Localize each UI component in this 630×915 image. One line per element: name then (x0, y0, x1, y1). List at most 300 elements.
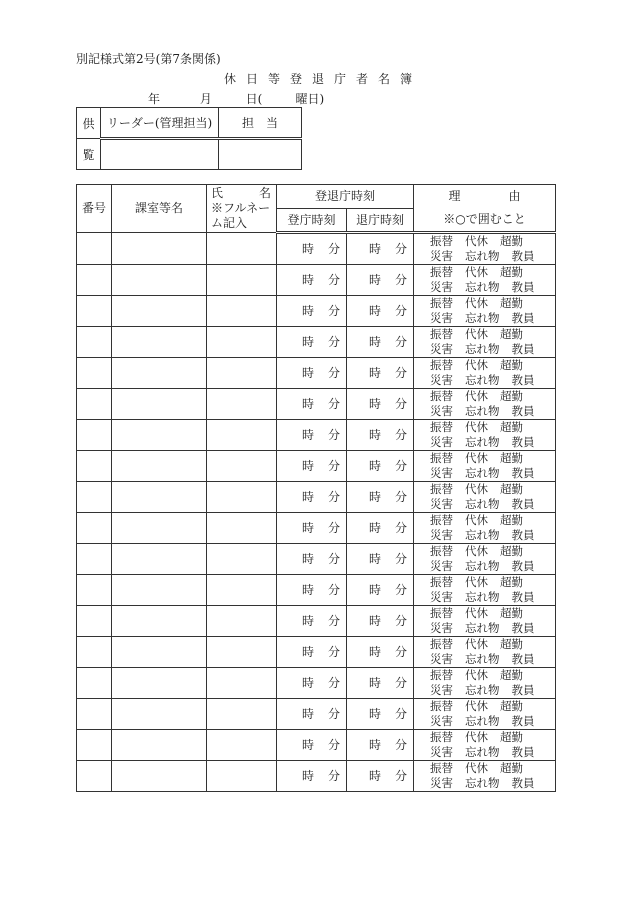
arrival-time-cell[interactable] (277, 265, 347, 296)
reason-option-teacher[interactable]: 教員 (511, 497, 535, 511)
reason-option-forgotten-item[interactable]: 忘れ物 (465, 776, 500, 790)
department-cell[interactable] (112, 699, 207, 730)
reason-cell (414, 327, 556, 358)
reason-option-forgotten-item[interactable]: 忘れ物 (465, 435, 500, 449)
reason-option-disaster[interactable]: 災害 (430, 776, 454, 790)
header-time-group: 登退庁時刻 (277, 185, 414, 209)
reason-cell (414, 544, 556, 575)
reason-option-disaster[interactable]: 災害 (430, 590, 454, 604)
reason-option-transfer[interactable]: 振替 (430, 265, 454, 279)
staff-header: 担 当 (219, 108, 302, 139)
header-departure: 退庁時刻 (347, 209, 414, 233)
minute-label: 分 (395, 768, 408, 783)
header-number: 番号 (77, 185, 112, 233)
hour-label: 時 (368, 241, 381, 256)
department-cell[interactable] (112, 606, 207, 637)
reason-option-disaster[interactable]: 災害 (430, 621, 454, 635)
reason-option-forgotten-item[interactable]: 忘れ物 (465, 249, 500, 263)
reason-option-teacher[interactable]: 教員 (511, 435, 535, 449)
minute-label: 分 (327, 768, 340, 783)
hour-label: 時 (301, 768, 314, 783)
departure-time-cell[interactable] (347, 544, 414, 575)
reason-option-disaster[interactable]: 災害 (430, 745, 454, 759)
reason-option-overtime[interactable]: 超勤 (500, 544, 524, 558)
table-row (77, 730, 556, 761)
reason-option-forgotten-item[interactable]: 忘れ物 (465, 559, 500, 573)
staff-signature-cell[interactable] (219, 139, 302, 170)
reason-option-compensatory[interactable]: 代休 (465, 389, 489, 403)
reason-cell (414, 420, 556, 451)
hour-label: 時 (368, 272, 381, 287)
hour-label: 時 (301, 644, 314, 659)
reason-option-compensatory[interactable]: 代休 (465, 668, 489, 682)
reason-option-disaster[interactable]: 災害 (430, 280, 454, 294)
reason-option-forgotten-item[interactable]: 忘れ物 (465, 714, 500, 728)
number-cell[interactable] (77, 699, 112, 730)
arrival-time-cell[interactable] (277, 358, 347, 389)
reason-option-disaster[interactable]: 災害 (430, 249, 454, 263)
reason-option-forgotten-item[interactable]: 忘れ物 (465, 466, 500, 480)
reason-option-teacher[interactable]: 教員 (511, 280, 535, 294)
department-cell[interactable] (112, 451, 207, 482)
reason-option-overtime[interactable]: 超勤 (500, 730, 524, 744)
reason-option-forgotten-item[interactable]: 忘れ物 (465, 311, 500, 325)
reason-option-teacher[interactable]: 教員 (511, 466, 535, 480)
departure-time-cell[interactable] (347, 451, 414, 482)
number-cell[interactable] (77, 513, 112, 544)
name-cell[interactable] (207, 606, 277, 637)
reason-option-compensatory[interactable]: 代休 (465, 699, 489, 713)
reason-option-forgotten-item[interactable]: 忘れ物 (465, 497, 500, 511)
reason-option-disaster[interactable]: 災害 (430, 528, 454, 542)
reason-option-disaster[interactable]: 災害 (430, 373, 454, 387)
reason-option-transfer[interactable]: 振替 (430, 637, 454, 651)
reason-cell (414, 389, 556, 420)
header-reason-note: ※○で囲むこと (443, 212, 526, 226)
departure-time-cell[interactable] (347, 265, 414, 296)
reason-option-teacher[interactable]: 教員 (511, 714, 535, 728)
reason-option-overtime[interactable]: 超勤 (500, 482, 524, 496)
name-cell[interactable] (207, 761, 277, 792)
reason-option-disaster[interactable]: 災害 (430, 342, 454, 356)
departure-time-cell[interactable] (347, 233, 414, 265)
review-side-label-2: 覧 (77, 139, 101, 170)
minute-label: 分 (395, 365, 408, 380)
minute-label: 分 (395, 644, 408, 659)
hour-label: 時 (301, 458, 314, 473)
reason-option-transfer[interactable]: 振替 (430, 482, 454, 496)
hour-label: 時 (368, 365, 381, 380)
reason-option-teacher[interactable]: 教員 (511, 249, 535, 263)
arrival-time-cell[interactable] (277, 389, 347, 420)
reason-option-overtime[interactable]: 超勤 (500, 575, 524, 589)
reason-cell (414, 761, 556, 792)
name-cell[interactable] (207, 637, 277, 668)
header-department: 課室等名 (112, 185, 207, 233)
reason-option-compensatory[interactable]: 代休 (465, 420, 489, 434)
number-cell[interactable] (77, 544, 112, 575)
hour-label: 時 (368, 768, 381, 783)
minute-label: 分 (327, 613, 340, 628)
reason-option-disaster[interactable]: 災害 (430, 466, 454, 480)
reason-option-overtime[interactable]: 超勤 (500, 296, 524, 310)
minute-label: 分 (395, 396, 408, 411)
reason-option-compensatory[interactable]: 代休 (465, 730, 489, 744)
reason-option-transfer[interactable]: 振替 (430, 513, 454, 527)
reason-option-overtime[interactable]: 超勤 (500, 265, 524, 279)
hour-label: 時 (301, 427, 314, 442)
reason-option-transfer[interactable]: 振替 (430, 575, 454, 589)
date-line (148, 90, 324, 107)
table-row (77, 482, 556, 513)
departure-time-cell[interactable] (347, 296, 414, 327)
hour-label: 時 (368, 737, 381, 752)
reason-option-disaster[interactable]: 災害 (430, 652, 454, 666)
leader-signature-cell[interactable] (101, 139, 219, 170)
reason-option-teacher[interactable]: 教員 (511, 683, 535, 697)
reason-cell (414, 730, 556, 761)
minute-label: 分 (395, 458, 408, 473)
reason-option-forgotten-item[interactable]: 忘れ物 (465, 528, 500, 542)
reason-option-compensatory[interactable]: 代休 (465, 637, 489, 651)
department-cell[interactable] (112, 358, 207, 389)
department-cell[interactable] (112, 761, 207, 792)
departure-time-cell[interactable] (347, 637, 414, 668)
reason-option-overtime[interactable]: 超勤 (500, 389, 524, 403)
arrival-time-cell[interactable] (277, 761, 347, 792)
reason-cell (414, 699, 556, 730)
reason-option-compensatory[interactable]: 代休 (465, 296, 489, 310)
reason-option-overtime[interactable]: 超勤 (500, 637, 524, 651)
department-cell[interactable] (112, 668, 207, 699)
hour-label: 時 (368, 520, 381, 535)
minute-label: 分 (395, 303, 408, 318)
reason-cell (414, 265, 556, 296)
reason-option-compensatory[interactable]: 代休 (465, 358, 489, 372)
reason-cell (414, 358, 556, 389)
reason-option-disaster[interactable]: 災害 (430, 311, 454, 325)
reason-option-overtime[interactable]: 超勤 (500, 358, 524, 372)
name-cell[interactable] (207, 233, 277, 265)
minute-label: 分 (395, 427, 408, 442)
number-cell[interactable] (77, 296, 112, 327)
reason-option-transfer[interactable]: 振替 (430, 327, 454, 341)
hour-label: 時 (368, 303, 381, 318)
reason-option-forgotten-item[interactable]: 忘れ物 (465, 280, 500, 294)
table-row (77, 606, 556, 637)
department-cell[interactable] (112, 265, 207, 296)
departure-time-cell[interactable] (347, 606, 414, 637)
departure-time-cell[interactable] (347, 482, 414, 513)
minute-label: 分 (327, 334, 340, 349)
reason-option-transfer[interactable]: 振替 (430, 761, 454, 775)
reason-option-teacher[interactable]: 教員 (511, 652, 535, 666)
department-cell[interactable] (112, 420, 207, 451)
arrival-time-cell[interactable] (277, 420, 347, 451)
table-row (77, 420, 556, 451)
reason-option-transfer[interactable]: 振替 (430, 389, 454, 403)
reason-option-forgotten-item[interactable]: 忘れ物 (465, 683, 500, 697)
number-cell[interactable] (77, 420, 112, 451)
reason-option-teacher[interactable]: 教員 (511, 373, 535, 387)
reason-option-transfer[interactable]: 振替 (430, 358, 454, 372)
department-cell[interactable] (112, 389, 207, 420)
departure-time-cell[interactable] (347, 761, 414, 792)
departure-time-cell[interactable] (347, 358, 414, 389)
minute-label: 分 (395, 241, 408, 256)
leader-header: リーダー(管理担当) (101, 108, 219, 139)
name-cell[interactable] (207, 296, 277, 327)
reason-option-teacher[interactable]: 教員 (511, 776, 535, 790)
name-cell[interactable] (207, 389, 277, 420)
name-cell[interactable] (207, 482, 277, 513)
minute-label: 分 (327, 551, 340, 566)
reason-option-teacher[interactable]: 教員 (511, 590, 535, 604)
name-cell[interactable] (207, 420, 277, 451)
table-row (77, 296, 556, 327)
minute-label: 分 (395, 489, 408, 504)
reason-option-compensatory[interactable]: 代休 (465, 544, 489, 558)
minute-label: 分 (327, 520, 340, 535)
name-cell[interactable] (207, 699, 277, 730)
reason-option-transfer[interactable]: 振替 (430, 234, 454, 248)
hour-label: 時 (368, 489, 381, 504)
reason-cell (414, 482, 556, 513)
reason-option-disaster[interactable]: 災害 (430, 714, 454, 728)
reason-option-compensatory[interactable]: 代休 (465, 265, 489, 279)
arrival-time-cell[interactable] (277, 606, 347, 637)
arrival-time-cell[interactable] (277, 513, 347, 544)
reason-option-teacher[interactable]: 教員 (511, 342, 535, 356)
reason-option-disaster[interactable]: 災害 (430, 435, 454, 449)
reason-option-overtime[interactable]: 超勤 (500, 451, 524, 465)
reason-option-transfer[interactable]: 振替 (430, 296, 454, 310)
arrival-time-cell[interactable] (277, 296, 347, 327)
hour-label: 時 (301, 365, 314, 380)
table-row (77, 575, 556, 606)
hour-label: 時 (301, 582, 314, 597)
minute-label: 分 (395, 675, 408, 690)
reason-option-transfer[interactable]: 振替 (430, 420, 454, 434)
name-cell[interactable] (207, 668, 277, 699)
reason-option-disaster[interactable]: 災害 (430, 404, 454, 418)
header-reason-label: 理 由 (448, 189, 521, 203)
reason-option-transfer[interactable]: 振替 (430, 451, 454, 465)
table-row (77, 389, 556, 420)
reason-option-disaster[interactable]: 災害 (430, 497, 454, 511)
hour-label: 時 (368, 334, 381, 349)
minute-label: 分 (395, 520, 408, 535)
reason-option-overtime[interactable]: 超勤 (500, 513, 524, 527)
hour-label: 時 (301, 241, 314, 256)
reason-option-teacher[interactable]: 教員 (511, 404, 535, 418)
departure-time-cell[interactable] (347, 699, 414, 730)
reason-option-compensatory[interactable]: 代休 (465, 451, 489, 465)
minute-label: 分 (327, 241, 340, 256)
minute-label: 分 (395, 334, 408, 349)
arrival-time-cell[interactable] (277, 668, 347, 699)
reason-option-transfer[interactable]: 振替 (430, 668, 454, 682)
reason-option-overtime[interactable]: 超勤 (500, 420, 524, 434)
hour-label: 時 (368, 582, 381, 597)
reason-option-forgotten-item[interactable]: 忘れ物 (465, 342, 500, 356)
reason-option-teacher[interactable]: 教員 (511, 559, 535, 573)
hour-label: 時 (301, 675, 314, 690)
minute-label: 分 (327, 303, 340, 318)
minute-label: 分 (327, 582, 340, 597)
number-cell[interactable] (77, 730, 112, 761)
arrival-time-cell[interactable] (277, 482, 347, 513)
arrival-time-cell[interactable] (277, 233, 347, 265)
reason-option-transfer[interactable]: 振替 (430, 544, 454, 558)
number-cell[interactable] (77, 265, 112, 296)
reason-option-transfer[interactable]: 振替 (430, 699, 454, 713)
table-row (77, 544, 556, 575)
minute-label: 分 (395, 706, 408, 721)
departure-time-cell[interactable] (347, 668, 414, 699)
reason-option-compensatory[interactable]: 代休 (465, 513, 489, 527)
reason-option-teacher[interactable]: 教員 (511, 528, 535, 542)
reason-option-teacher[interactable]: 教員 (511, 311, 535, 325)
header-reason (414, 185, 556, 233)
reason-option-forgotten-item[interactable]: 忘れ物 (465, 404, 500, 418)
hour-label: 時 (368, 706, 381, 721)
review-side-label-1: 供 (77, 108, 101, 139)
arrival-time-cell[interactable] (277, 544, 347, 575)
reason-option-forgotten-item[interactable]: 忘れ物 (465, 621, 500, 635)
departure-time-cell[interactable] (347, 575, 414, 606)
department-cell[interactable] (112, 730, 207, 761)
reason-option-teacher[interactable]: 教員 (511, 621, 535, 635)
minute-label: 分 (327, 737, 340, 752)
hour-label: 時 (368, 458, 381, 473)
name-cell[interactable] (207, 451, 277, 482)
reason-option-overtime[interactable]: 超勤 (500, 668, 524, 682)
department-cell[interactable] (112, 482, 207, 513)
reason-option-overtime[interactable]: 超勤 (500, 606, 524, 620)
hour-label: 時 (301, 613, 314, 628)
name-cell[interactable] (207, 327, 277, 358)
number-cell[interactable] (77, 575, 112, 606)
reason-option-compensatory[interactable]: 代休 (465, 482, 489, 496)
reason-option-compensatory[interactable]: 代休 (465, 606, 489, 620)
reason-option-compensatory[interactable]: 代休 (465, 234, 489, 248)
reason-option-teacher[interactable]: 教員 (511, 745, 535, 759)
number-cell[interactable] (77, 233, 112, 265)
table-row (77, 451, 556, 482)
reason-option-forgotten-item[interactable]: 忘れ物 (465, 590, 500, 604)
table-row (77, 699, 556, 730)
department-cell[interactable] (112, 544, 207, 575)
reason-option-compensatory[interactable]: 代休 (465, 761, 489, 775)
reason-option-overtime[interactable]: 超勤 (500, 699, 524, 713)
day-label: 日( (245, 92, 263, 106)
reason-option-overtime[interactable]: 超勤 (500, 234, 524, 248)
hour-label: 時 (301, 272, 314, 287)
arrival-time-cell[interactable] (277, 730, 347, 761)
review-table (76, 107, 302, 170)
number-cell[interactable] (77, 451, 112, 482)
name-cell[interactable] (207, 575, 277, 606)
departure-time-cell[interactable] (347, 389, 414, 420)
reason-option-forgotten-item[interactable]: 忘れ物 (465, 373, 500, 387)
number-cell[interactable] (77, 358, 112, 389)
departure-time-cell[interactable] (347, 730, 414, 761)
number-cell[interactable] (77, 761, 112, 792)
hour-label: 時 (368, 551, 381, 566)
reason-cell (414, 451, 556, 482)
reason-cell (414, 637, 556, 668)
arrival-time-cell[interactable] (277, 451, 347, 482)
reason-option-forgotten-item[interactable]: 忘れ物 (465, 745, 500, 759)
department-cell[interactable] (112, 575, 207, 606)
name-cell[interactable] (207, 730, 277, 761)
table-row (77, 637, 556, 668)
reason-option-compensatory[interactable]: 代休 (465, 327, 489, 341)
hour-label: 時 (301, 303, 314, 318)
number-cell[interactable] (77, 389, 112, 420)
minute-label: 分 (395, 551, 408, 566)
hour-label: 時 (301, 396, 314, 411)
name-cell[interactable] (207, 513, 277, 544)
name-cell[interactable] (207, 358, 277, 389)
hour-label: 時 (301, 489, 314, 504)
minute-label: 分 (395, 737, 408, 752)
minute-label: 分 (395, 272, 408, 287)
hour-label: 時 (368, 396, 381, 411)
departure-time-cell[interactable] (347, 327, 414, 358)
table-row (77, 265, 556, 296)
reason-option-disaster[interactable]: 災害 (430, 683, 454, 697)
name-cell[interactable] (207, 265, 277, 296)
arrival-time-cell[interactable] (277, 327, 347, 358)
departure-time-cell[interactable] (347, 513, 414, 544)
reason-option-disaster[interactable]: 災害 (430, 559, 454, 573)
reason-option-transfer[interactable]: 振替 (430, 606, 454, 620)
minute-label: 分 (327, 272, 340, 287)
number-cell[interactable] (77, 327, 112, 358)
name-cell[interactable] (207, 544, 277, 575)
departure-time-cell[interactable] (347, 420, 414, 451)
reason-option-overtime[interactable]: 超勤 (500, 761, 524, 775)
department-cell[interactable] (112, 637, 207, 668)
number-cell[interactable] (77, 637, 112, 668)
department-cell[interactable] (112, 327, 207, 358)
hour-label: 時 (301, 520, 314, 535)
arrival-time-cell[interactable] (277, 637, 347, 668)
minute-label: 分 (327, 489, 340, 504)
arrival-time-cell[interactable] (277, 699, 347, 730)
reason-option-compensatory[interactable]: 代休 (465, 575, 489, 589)
minute-label: 分 (395, 582, 408, 597)
reason-option-overtime[interactable]: 超勤 (500, 327, 524, 341)
minute-label: 分 (327, 365, 340, 380)
number-cell[interactable] (77, 668, 112, 699)
reason-cell (414, 233, 556, 265)
number-cell[interactable] (77, 482, 112, 513)
department-cell[interactable] (112, 513, 207, 544)
arrival-time-cell[interactable] (277, 575, 347, 606)
reason-option-forgotten-item[interactable]: 忘れ物 (465, 652, 500, 666)
minute-label: 分 (327, 706, 340, 721)
minute-label: 分 (327, 644, 340, 659)
department-cell[interactable] (112, 296, 207, 327)
reason-option-transfer[interactable]: 振替 (430, 730, 454, 744)
department-cell[interactable] (112, 233, 207, 265)
number-cell[interactable] (77, 606, 112, 637)
reason-cell (414, 575, 556, 606)
hour-label: 時 (301, 551, 314, 566)
